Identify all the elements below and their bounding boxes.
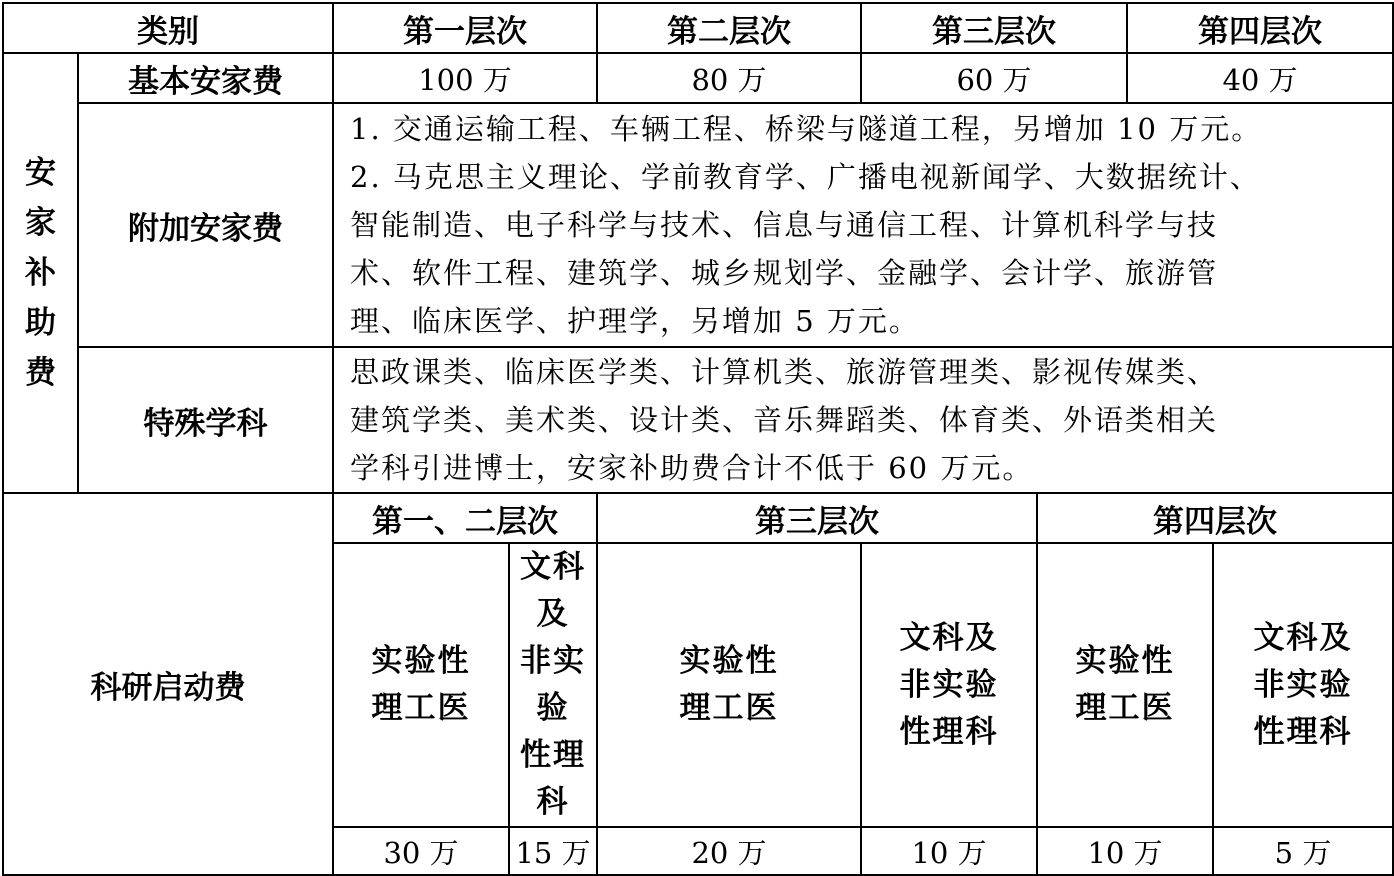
text-line: 智能制造、电子科学与技术、信息与通信工程、计算机科学与技	[350, 208, 1219, 242]
additional-settlement-label: 附加安家费	[78, 103, 333, 347]
group-char: 费	[25, 355, 56, 391]
cell-line: 非实验	[899, 666, 999, 703]
header-level-2: 第二层次	[597, 3, 861, 53]
basic-settlement-row	[3, 53, 1393, 103]
text-line: 1. 交通运输工程、车辆工程、桥梁与隧道工程，另增加 10 万元。	[350, 112, 1263, 146]
research-value: 30 万	[333, 827, 509, 875]
basic-settlement-level-3: 60 万	[861, 53, 1127, 103]
text-line: 2. 马克思主义理论、学前教育学、广播电视新闻学、大数据统计、	[350, 160, 1261, 194]
group-char: 助	[25, 305, 56, 341]
cell-line: 实验性	[679, 643, 779, 679]
cell-line: 实验性	[371, 643, 471, 679]
research-value: 5 万	[1213, 827, 1393, 875]
header-category: 类别	[3, 3, 333, 53]
research-startup-label: 科研启动费	[3, 493, 333, 875]
research-tier-1-2: 第一、二层次	[333, 493, 597, 543]
settlement-subsidy-group-label	[3, 53, 78, 493]
special-disciplines-label: 特殊学科	[78, 347, 333, 493]
text-line: 建筑学类、美术类、设计类、音乐舞蹈类、体育类、外语类相关	[350, 403, 1219, 437]
text-line: 学科引进博士，安家补助费合计不低于 60 万元。	[350, 451, 1034, 485]
text-line: 思政课类、临床医学类、计算机类、旅游管理类、影视传媒类、	[350, 355, 1219, 389]
basic-settlement-level-2: 80 万	[597, 53, 861, 103]
cell-line: 非实验	[520, 643, 586, 726]
group-char: 家	[25, 205, 56, 241]
cell-line: 文科及	[520, 549, 586, 632]
experimental-science-engineering-medicine-2	[597, 543, 861, 827]
header-row	[3, 3, 1393, 53]
research-tier-row	[3, 493, 1393, 543]
research-value: 10 万	[1037, 827, 1213, 875]
cell-line: 理工医	[1075, 690, 1175, 726]
additional-settlement-row	[3, 103, 1393, 347]
cell-line: 性理科	[1253, 713, 1353, 750]
text-line: 理、临床医学、护理学，另增加 5 万元。	[350, 304, 920, 338]
header-level-4: 第四层次	[1127, 3, 1393, 53]
text-line: 术、软件工程、建筑学、城乡规划学、金融学、会计学、旅游管	[350, 256, 1219, 290]
additional-settlement-text	[333, 103, 1393, 347]
research-tier-4: 第四层次	[1037, 493, 1393, 543]
header-level-1: 第一层次	[333, 3, 597, 53]
header-level-3: 第三层次	[861, 3, 1127, 53]
basic-settlement-level-1: 100 万	[333, 53, 597, 103]
cell-line: 文科及	[899, 619, 999, 656]
cell-line: 非实验	[1253, 666, 1353, 703]
cell-line: 实验性	[1075, 643, 1175, 679]
funding-table	[2, 2, 1394, 876]
research-value: 10 万	[861, 827, 1037, 875]
research-tier-3: 第三层次	[597, 493, 1037, 543]
group-char: 安	[25, 155, 56, 191]
research-value: 15 万	[509, 827, 597, 875]
experimental-science-engineering-medicine-1	[333, 543, 509, 827]
cell-line: 文科及	[1253, 619, 1353, 656]
special-disciplines-text	[333, 347, 1393, 493]
special-disciplines-row	[3, 347, 1393, 493]
group-char: 补	[25, 255, 56, 291]
liberal-arts-nonexperimental-1	[509, 543, 597, 827]
research-value: 20 万	[597, 827, 861, 875]
basic-settlement-level-4: 40 万	[1127, 53, 1393, 103]
basic-settlement-label: 基本安家费	[78, 53, 333, 103]
liberal-arts-nonexperimental-3	[1213, 543, 1393, 827]
cell-line: 理工医	[679, 690, 779, 726]
cell-line: 性理科	[899, 713, 999, 750]
experimental-science-engineering-medicine-3	[1037, 543, 1213, 827]
cell-line: 性理科	[520, 737, 586, 820]
cell-line: 理工医	[371, 690, 471, 726]
liberal-arts-nonexperimental-2	[861, 543, 1037, 827]
